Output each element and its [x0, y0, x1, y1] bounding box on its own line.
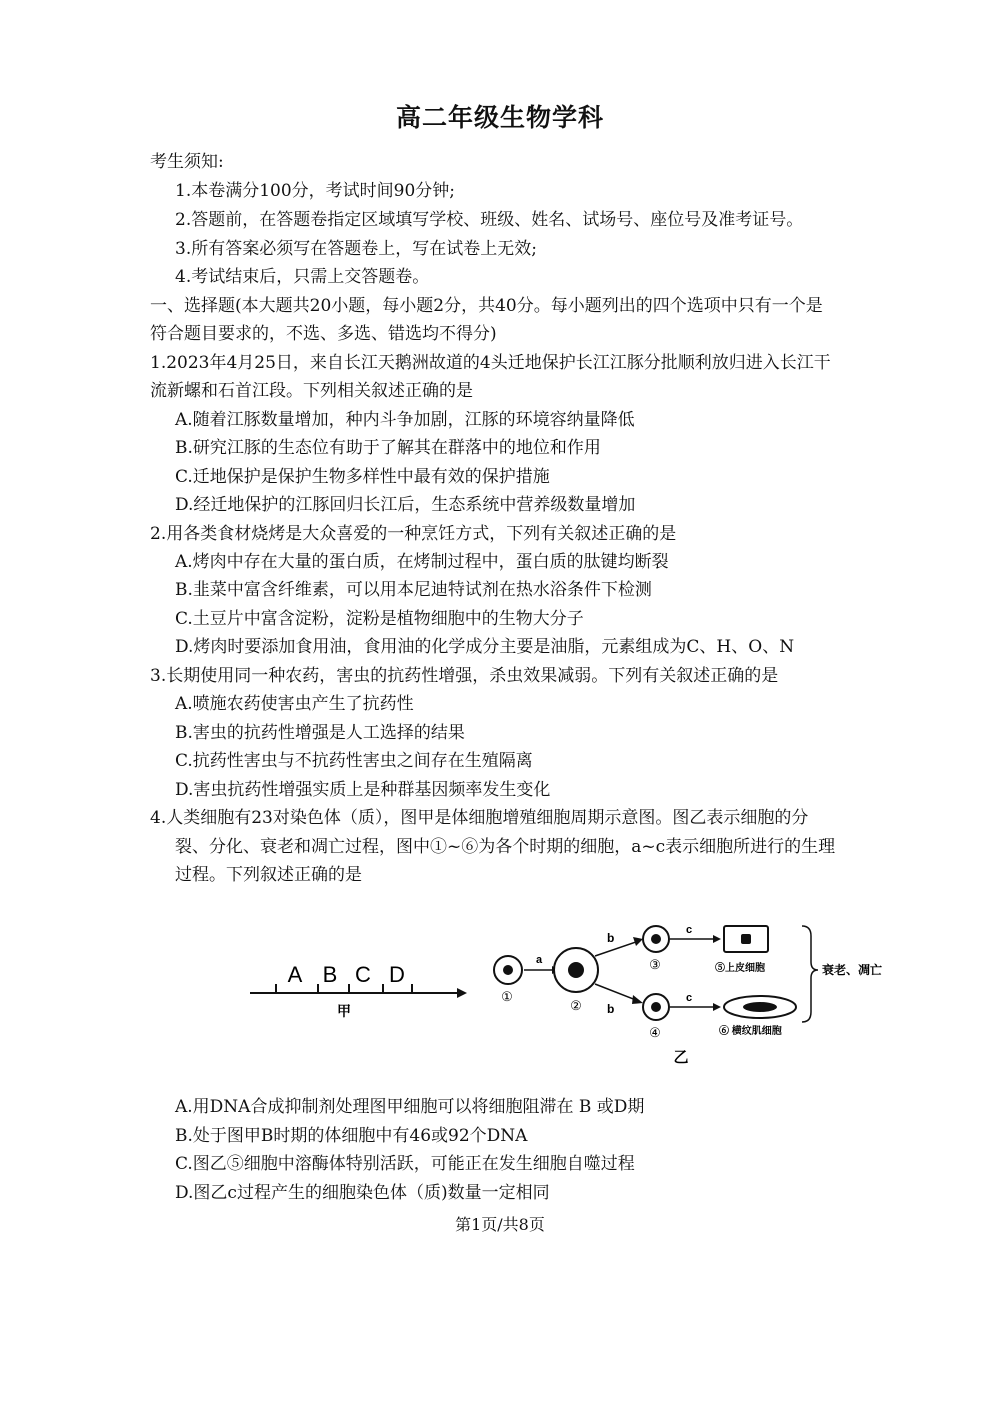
- page-title: 高二年级生物学科: [395, 103, 604, 132]
- figure-jia-caption: 甲: [337, 1003, 351, 1019]
- cell-1-nucleus: [503, 965, 513, 975]
- phase-a-label: A: [287, 962, 303, 987]
- arrow-c-upper-head: [713, 935, 721, 943]
- page-footer: 第1页/共8页: [455, 1215, 545, 1234]
- q1-stem-line-1: 1.2023年4月25日，来自长江天鹅洲故道的4头迁地保护长江江豚分批顺利放归进入长江干: [150, 353, 831, 373]
- cell-3-nucleus: [651, 934, 661, 944]
- cell-4-label: ④: [649, 1025, 661, 1040]
- timeline-arrowhead: [457, 988, 467, 998]
- q2-stem: 2.用各类食材烧烤是大众喜爱的一种烹饪方式，下列有关叙述正确的是: [150, 524, 677, 544]
- q4-stem-line-1: 4.人类细胞有23对染色体（质），图甲是体细胞增殖细胞周期示意图。图乙表示细胞的分: [150, 808, 809, 828]
- fate-label: 衰老、凋亡: [822, 963, 883, 977]
- q2-option-d: D.烤肉时要添加食用油，食用油的化学成分主要是油脂，元素组成为C、H、O、N: [175, 637, 795, 657]
- process-b-lower-label: b: [607, 1002, 615, 1016]
- q3-stem: 3.长期使用同一种农药，害虫的抗药性增强，杀虫效果减弱。下列有关叙述正确的是: [150, 666, 779, 686]
- notice-heading: 考生须知:: [150, 152, 224, 172]
- notice-item-2: 2.答题前，在答题卷指定区域填写学校、班级、姓名、试场号、座位号及准考证号。: [175, 210, 804, 230]
- arrow-b-upper: [595, 942, 636, 956]
- cell-5-label: ⑤上皮细胞: [715, 963, 765, 974]
- q2-option-b: B.韭菜中富含纤维素，可以用本尼迪特试剂在热水浴条件下检测: [175, 580, 652, 600]
- q4-stem-line-3: 过程。下列叙述正确的是: [175, 865, 362, 885]
- q3-option-a: A.喷施农药使害虫产生了抗药性: [175, 694, 414, 714]
- section-heading-line-2: 符合题目要求的，不选、多选、错选均不得分): [150, 324, 497, 344]
- process-a-label: a: [536, 954, 543, 966]
- cell-6-label: ⑥ 横纹肌细胞: [719, 1026, 782, 1037]
- q1-option-b: B.研究江豚的生态位有助于了解其在群落中的地位和作用: [175, 438, 601, 458]
- q2-option-a: A.烤肉中存在大量的蛋白质，在烤制过程中，蛋白质的肽键均断裂: [175, 552, 669, 572]
- brace: [802, 926, 818, 1022]
- q3-option-c: C.抗药性害虫与不抗药性害虫之间存在生殖隔离: [175, 751, 533, 771]
- q3-option-d: D.害虫抗药性增强实质上是种群基因频率发生变化: [175, 780, 551, 800]
- process-c-upper-label: c: [686, 924, 693, 936]
- notice-item-4: 4.考试结束后，只需上交答题卷。: [175, 267, 430, 287]
- q1-option-c: C.迁地保护是保护生物多样性中最有效的保护措施: [175, 467, 550, 487]
- q4-stem-line-2: 裂、分化、衰老和凋亡过程，图中①~⑥为各个时期的细胞，a~c表示细胞所进行的生理: [175, 837, 836, 857]
- q4-option-b: B.处于图甲B时期的体细胞中有46或92个DNA: [175, 1126, 528, 1146]
- cell-1-label: ①: [501, 989, 513, 1004]
- arrow-b-lower: [595, 984, 636, 1000]
- figure-jia: [250, 962, 467, 1019]
- q4-option-a: A.用DNA合成抑制剂处理图甲细胞可以将细胞阻滞在 B 或D期: [175, 1097, 645, 1117]
- cell-5-nucleus: [741, 934, 751, 944]
- q4-option-c: C.图乙⑤细胞中溶酶体特别活跃，可能正在发生细胞自噬过程: [175, 1154, 635, 1174]
- cell-2-nucleus: [568, 962, 584, 978]
- phase-c-label: C: [355, 962, 371, 987]
- figure-yi: [494, 924, 882, 1066]
- q1-option-d: D.经迁地保护的江豚回归长江后，生态系统中营养级数量增加: [175, 495, 636, 515]
- phase-d-label: D: [389, 962, 405, 987]
- process-c-lower-label: c: [686, 992, 693, 1004]
- section-heading-line-1: 一、选择题(本大题共20小题，每小题2分，共40分。每小题列出的四个选项中只有一个是: [150, 296, 823, 316]
- cell-3-label: ③: [649, 957, 661, 972]
- process-b-upper-label: b: [607, 931, 615, 945]
- cell-2-label: ②: [570, 998, 582, 1013]
- cell-cycle-figure: [245, 912, 925, 1072]
- q4-option-d: D.图乙c过程产生的细胞染色体（质)数量一定相同: [175, 1183, 550, 1203]
- cell-4-nucleus: [651, 1002, 661, 1012]
- notice-item-3: 3.所有答案必须写在答题卷上，写在试卷上无效;: [175, 239, 537, 259]
- figure-yi-caption: 乙: [673, 1049, 689, 1066]
- q3-option-b: B.害虫的抗药性增强是人工选择的结果: [175, 723, 465, 743]
- phase-b-label: B: [322, 962, 338, 987]
- q2-option-c: C.土豆片中富含淀粉，淀粉是植物细胞中的生物大分子: [175, 609, 584, 629]
- arrow-b-upper-head: [633, 937, 643, 946]
- q1-stem-line-2: 流新螺和石首江段。下列相关叙述正确的是: [150, 381, 473, 401]
- notice-item-1: 1.本卷满分100分，考试时间90分钟;: [175, 181, 456, 201]
- arrow-b-lower-head: [632, 995, 643, 1004]
- cell-6-nucleus: [743, 1002, 777, 1012]
- q1-option-a: A.随着江豚数量增加，种内斗争加剧，江豚的环境容纳量降低: [175, 410, 635, 430]
- arrow-c-lower-head: [713, 1003, 721, 1011]
